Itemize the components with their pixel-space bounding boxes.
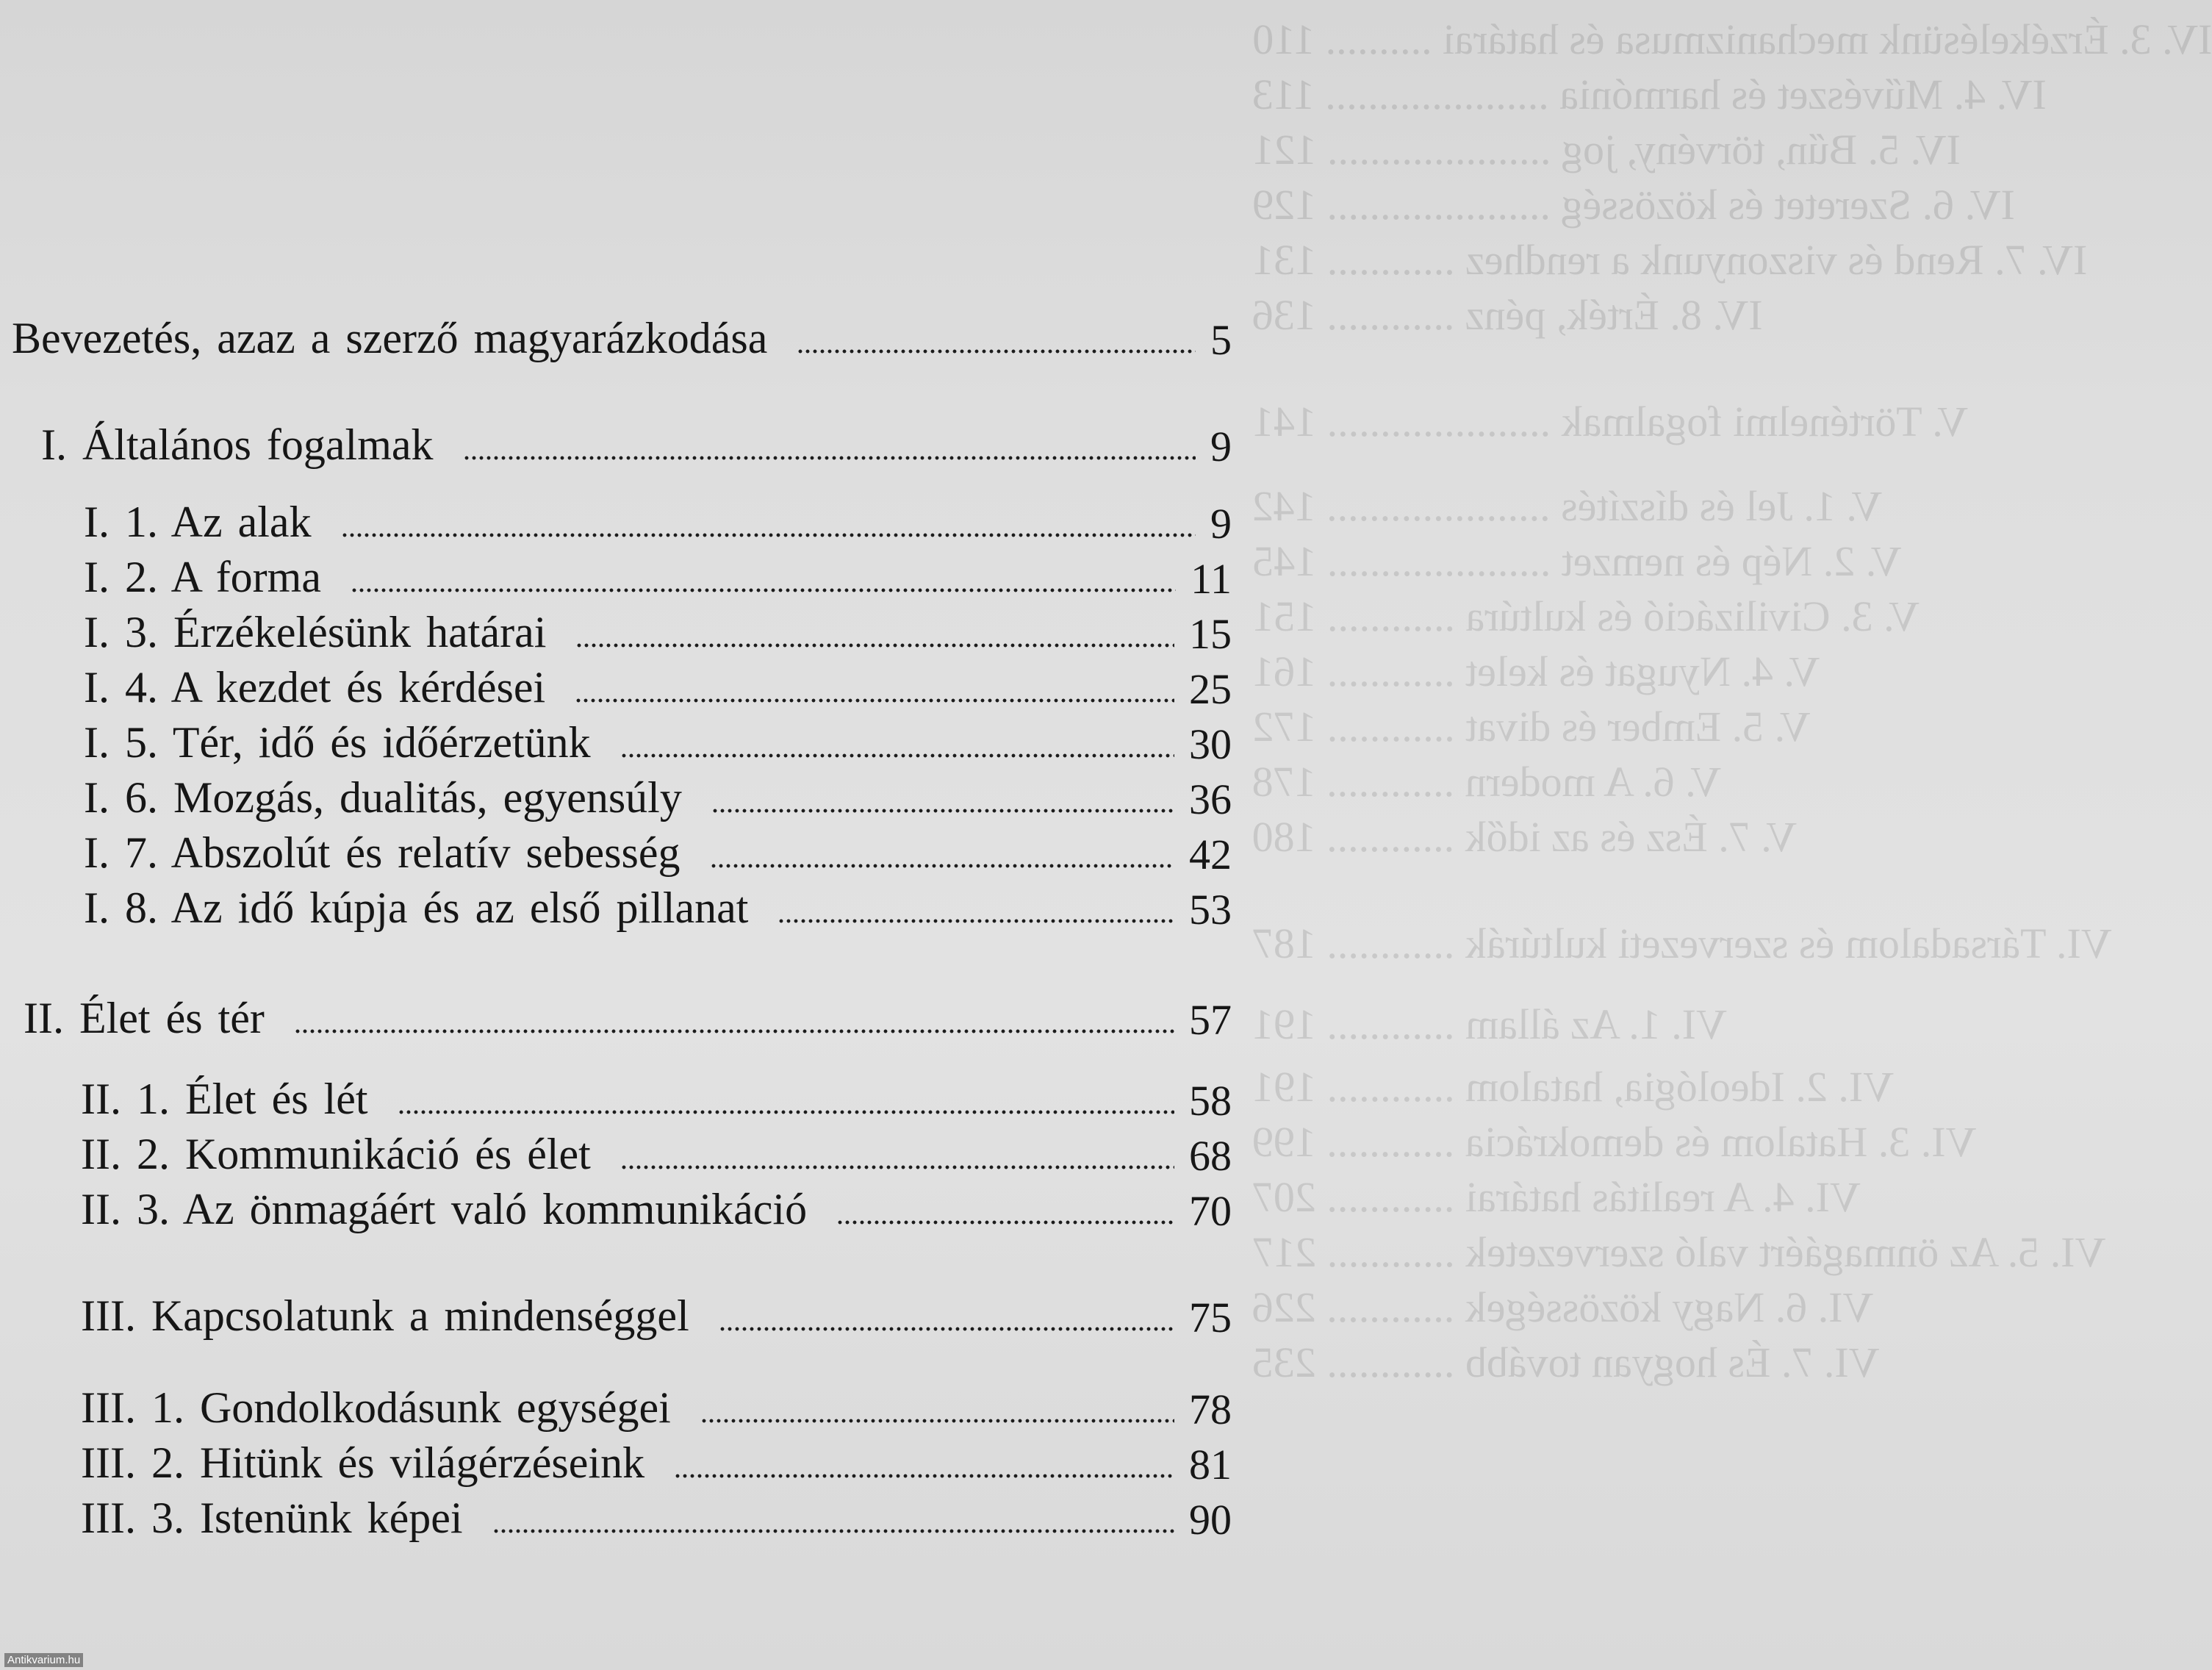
dot-leader [674, 1474, 1174, 1478]
ghost-line: VI. Társadalom és szervezeti kultúrák ............ 187 [1252, 920, 2112, 967]
toc-page-number: 9 [1210, 423, 1232, 470]
ghost-line: IV. 4. Művészet és harmónia ..................... 113 [1252, 71, 2047, 118]
ghost-line: VI. 6. Nagy közösségek ............ 226 [1252, 1283, 1874, 1331]
dot-leader [719, 1327, 1174, 1331]
ghost-line: V. Történelmi fogalmak ..................... 141 [1252, 398, 1969, 445]
dot-leader [620, 1165, 1174, 1169]
toc-page-number: 30 [1189, 720, 1232, 768]
toc-title: II. Élet és tér [24, 994, 265, 1042]
toc-entry-section-1-3 [84, 599, 1232, 658]
ghost-line: IV. 8. Érték, pénz ............ 136 [1252, 291, 1763, 339]
toc-entry-section-3-3 [81, 1485, 1232, 1544]
ghost-line: VI. 3. Hatalom és demokrácia ............ 199 [1252, 1118, 1977, 1166]
toc-title: I. 3. Érzékelésünk határai [84, 608, 547, 656]
toc-title: I. 7. Abszolút és relatív sebesség [84, 828, 681, 877]
toc-title: III. 1. Gondolkodásunk egységei [81, 1383, 671, 1432]
ghost-line: V. 6. A modern ............ 178 [1252, 758, 1722, 806]
toc-entry-chapter-3 [81, 1283, 1232, 1341]
toc-entry-section-1-8 [84, 875, 1232, 933]
dot-leader [778, 919, 1174, 923]
toc-title: III. 2. Hitünk és világérzéseink [81, 1438, 645, 1487]
toc-title: III. 3. Istenünk képei [81, 1494, 463, 1542]
toc-title: II. 1. Élet és lét [81, 1075, 368, 1123]
dot-leader [341, 533, 1196, 537]
ghost-line: IV. 6. Szeretet és közösség ..................... 129 [1252, 181, 2015, 229]
dot-leader [700, 1419, 1174, 1423]
ghost-line: VI. 1. Az állam ............ 191 [1252, 1000, 1727, 1048]
ghost-line: V. 1. Jel és díszítés ..................... 142 [1252, 482, 1883, 530]
toc-title: I. 8. Az idő kúpja és az első pillanat [84, 884, 749, 932]
toc-entry-chapter-1 [41, 412, 1232, 470]
toc-title: II. 2. Kommunikáció és élet [81, 1130, 591, 1178]
toc-title: I. 6. Mozgás, dualitás, egyensúly [84, 773, 682, 822]
dot-leader [351, 588, 1176, 592]
toc-page-number: 9 [1210, 500, 1232, 548]
ghost-line: IV. 5. Bűn, törvény, jog ..................... 121 [1252, 126, 1961, 173]
toc-page-number: 68 [1189, 1132, 1232, 1180]
toc-page-number: 57 [1189, 996, 1232, 1044]
toc-page-number: 5 [1210, 316, 1232, 364]
toc-page-number: 70 [1189, 1187, 1232, 1235]
toc-title: I. 4. A kezdet és kérdései [84, 663, 546, 712]
ghost-line: V. 2. Nép és nemzet ..................... 145 [1252, 537, 1902, 585]
dot-leader [711, 809, 1174, 813]
toc-title: Bevezetés, azaz a szerző magyarázkodása [12, 314, 768, 362]
toc-entry-section-2-1 [81, 1066, 1232, 1125]
toc-entry-section-1-7 [84, 820, 1232, 878]
dot-leader [620, 753, 1174, 758]
watermark: Antikvarium.hu [4, 1653, 83, 1667]
toc-entry-section-1-1 [84, 489, 1232, 548]
dot-leader [575, 698, 1174, 703]
dot-leader [398, 1110, 1174, 1114]
ghost-line: V. 3. Civilizáció és kultúra ............ 151 [1252, 592, 1920, 640]
toc-entry-section-2-2 [81, 1121, 1232, 1180]
dot-leader [492, 1529, 1174, 1533]
dot-leader [463, 456, 1196, 460]
toc-page-number: 90 [1189, 1496, 1232, 1544]
toc-entry-section-2-3 [81, 1176, 1232, 1235]
toc-page-number: 78 [1189, 1386, 1232, 1433]
toc-entry-section-1-4 [84, 654, 1232, 713]
toc-page-number: 81 [1189, 1441, 1232, 1488]
ghost-line: V. 7. Ész és az idők ............ 180 [1252, 813, 1798, 861]
ghost-line: VI. 4. A realitás határai ............ 207 [1252, 1173, 1861, 1221]
ghost-line: V. 4. Nyugat és kelet ............ 161 [1252, 648, 1820, 695]
toc-title: I. 2. A forma [84, 553, 321, 601]
dot-leader [797, 349, 1196, 354]
toc-page-number: 58 [1189, 1077, 1232, 1125]
toc-entry-section-1-6 [84, 764, 1232, 823]
toc-page-number: 75 [1189, 1294, 1232, 1341]
toc-page-number: 25 [1189, 665, 1232, 713]
toc-page-number: 36 [1189, 775, 1232, 823]
toc-title: III. Kapcsolatunk a mindenséggel [81, 1291, 689, 1340]
ghost-line: IV. 7. Rend és viszonyunk a rendhez ............ 131 [1252, 236, 2088, 284]
toc-page-number: 11 [1191, 555, 1232, 603]
ghost-line: VI. 2. Ideológia, hatalom ............ 191 [1252, 1063, 1895, 1111]
dot-leader [294, 1029, 1174, 1033]
toc-entry-section-3-1 [81, 1375, 1232, 1433]
toc-page-number: 15 [1189, 610, 1232, 658]
ghost-line: IV. 3. Érzékelésünk mechanizmusa és határai .......... 110 [1252, 15, 2212, 63]
ghost-line: VI. 5. Az önmagáért való szervezetek ............ 217 [1252, 1228, 2106, 1276]
dot-leader [710, 864, 1175, 868]
toc-page-number: 53 [1189, 886, 1232, 933]
toc-title: I. 1. Az alak [84, 498, 312, 546]
toc-title: I. Általános fogalmak [41, 420, 434, 469]
toc-entry-section-1-5 [84, 709, 1232, 768]
toc-entry-section-3-2 [81, 1430, 1232, 1488]
toc-title: I. 5. Tér, idő és időérzetünk [84, 718, 591, 767]
toc-page-number: 42 [1189, 831, 1232, 878]
ghost-line: VI. 7. És hogyan tovább ............ 235 [1252, 1338, 1880, 1386]
dot-leader [836, 1220, 1174, 1225]
ghost-line: V. 5. Ember és divat ............ 172 [1252, 703, 1811, 750]
dot-leader [575, 643, 1174, 648]
toc-entry-section-1-2 [84, 544, 1232, 603]
toc-entry-introduction [12, 305, 1232, 364]
toc-title: II. 3. Az önmagáért való kommunikáció [81, 1185, 808, 1233]
toc-entry-chapter-2 [24, 985, 1232, 1044]
